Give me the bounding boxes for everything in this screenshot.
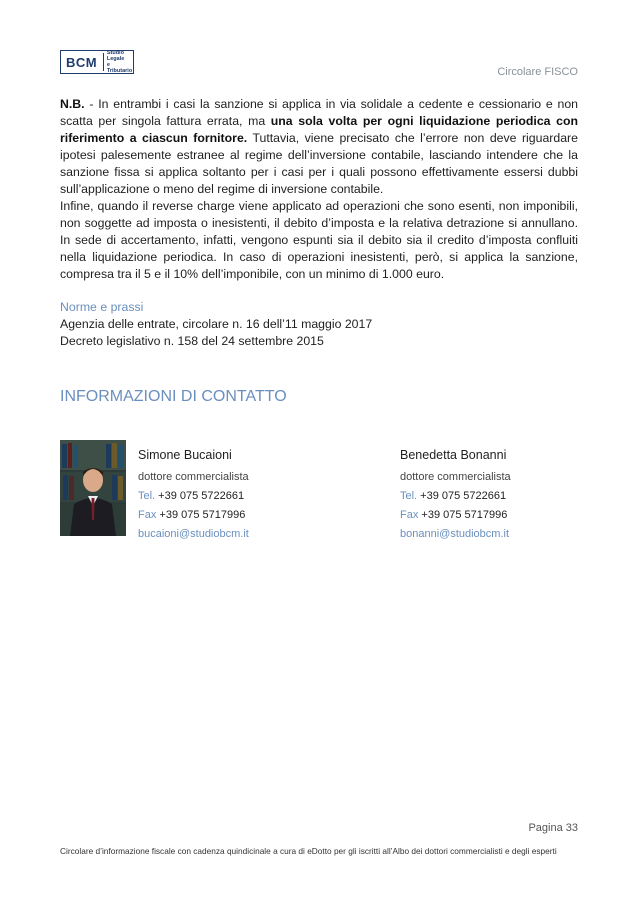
fax-value: +39 075 5717996 xyxy=(418,509,508,521)
document-body xyxy=(60,96,578,350)
fax-value: +39 075 5717996 xyxy=(156,509,246,521)
tel-label: Tel. xyxy=(138,490,156,502)
tel-label: Tel. xyxy=(400,490,418,502)
document-title: Circolare FISCO xyxy=(497,66,578,78)
tel-value: +39 075 5722661 xyxy=(155,490,245,502)
contacts-heading: INFORMAZIONI DI CONTATTO xyxy=(60,388,287,405)
logo-subtitle xyxy=(104,50,133,74)
contact-role: dottore commercialista xyxy=(400,471,511,483)
contact-tel xyxy=(138,487,249,506)
contact-email-link[interactable]: bonanni@studiobcm.it xyxy=(400,528,510,540)
footer-disclaimer: Circolare d’informazione fiscale con cadenza quindicinale a cura di eDotto per gli iscritti all’Albo dei dottori commercialisti e degli esperti xyxy=(60,846,557,856)
nb-text-2: Tuttavia, viene precisato che l’errore non deve riguardare ipotesi palesemente estranee al regime dell’inversione contabile, lasciando intendere che la sanzione fissa si applica soltanto per i casi per i quali possono effettivamente essersi dubbi sull’applicazione o meno del regime di inversione contabile. xyxy=(60,131,578,196)
nb-label: N.B. xyxy=(60,97,85,111)
norme-item-2: Decreto legislativo n. 158 del 24 settembre 2015 xyxy=(60,334,324,348)
fax-label: Fax xyxy=(138,509,157,521)
contact-fax xyxy=(138,506,249,525)
logo-mark: BCM xyxy=(66,54,98,70)
contact-role: dottore commercialista xyxy=(138,471,249,483)
logo-subtitle-line-1: Studio Legale xyxy=(106,50,125,62)
contact-name: Simone Bucaioni xyxy=(138,448,232,462)
avatar xyxy=(60,440,126,536)
studio-logo xyxy=(60,50,134,74)
contact-fax xyxy=(400,506,511,525)
fax-label: Fax xyxy=(400,509,419,521)
nb-bold-text: una sola volta per ogni liquidazione periodica con riferimento a ciascun fornitore. xyxy=(60,114,578,145)
logo-subtitle-line-2: e Tributario xyxy=(106,62,133,74)
contact-card-bucaioni xyxy=(138,446,249,544)
norme-heading: Norme e prassi xyxy=(60,300,144,314)
paragraph-2: Infine, quando il reverse charge viene applicato ad operazioni che sono esenti, non imponibili, non soggette ad imposta o inesistenti, il debito d’imposta e la relativa detrazione si annullano. In sede di accertamento, infatti, vengono espunti sia il debito sia il credito d’imposta confluiti nella liquidazione periodica. In caso di operazioni inesistenti, però, si applica la sanzione, compresa tra il 5 e il 10% dell’imponibile, con un minimo di 1.000 euro. xyxy=(60,199,578,281)
contact-name: Benedetta Bonanni xyxy=(400,448,507,462)
contact-tel xyxy=(400,487,511,506)
nb-text-1: - In entrambi i casi la sanzione si applica in via solidale a cedente e cessionario e non scatta per singola fattura errata, ma xyxy=(60,97,578,128)
nb-paragraph xyxy=(60,96,578,198)
tel-value: +39 075 5722661 xyxy=(417,490,507,502)
contact-card-bonanni xyxy=(400,446,511,544)
contact-email-link[interactable]: bucaioni@studiobcm.it xyxy=(138,528,249,540)
norme-item-1: Agenzia delle entrate, circolare n. 16 dell’11 maggio 2017 xyxy=(60,317,373,331)
page-number: Pagina 33 xyxy=(528,822,578,834)
